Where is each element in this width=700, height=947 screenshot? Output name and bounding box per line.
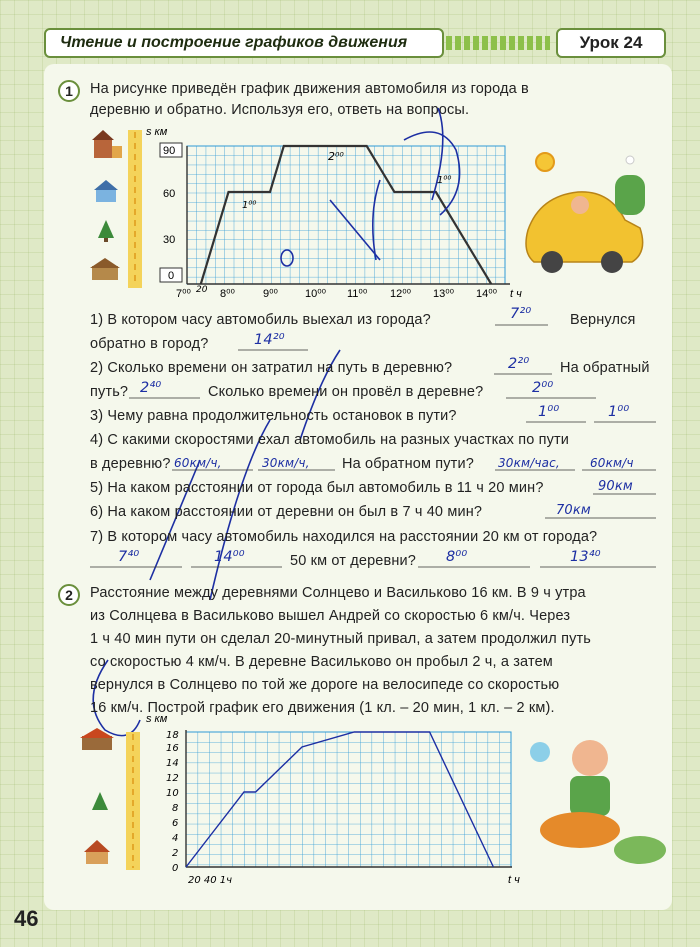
lesson-badge: Урок 24	[556, 28, 666, 58]
answer-4-speed4: 60км/ч	[590, 456, 634, 470]
answer-7-from-village2: 13⁴⁰	[570, 549, 601, 565]
answer-5: 90км	[598, 479, 633, 494]
q1-part2: Вернулся	[570, 312, 636, 328]
task-number-2: 2	[58, 584, 80, 606]
page-number: 46	[14, 906, 39, 931]
task1-x-tick-11: 11⁰⁰	[347, 288, 368, 300]
answer-3-stop2: 1⁰⁰	[608, 404, 630, 420]
task1-y-label: s км	[146, 126, 168, 138]
answer-2-back: 2⁴⁰	[140, 380, 162, 396]
sun-icon	[536, 153, 554, 171]
task2-y-tick-16: 16	[166, 743, 179, 754]
task2-line3: 1 ч 40 мин пути он сделал 20-минутный привал, а затем продолжил путь	[90, 631, 591, 647]
flowers-icon	[626, 156, 634, 164]
task2-y-tick-10: 10	[166, 788, 179, 799]
q5: 5) На каком расстоянии от города был автомобиль в 11 ч 20 мин?	[90, 480, 544, 496]
q7-part1: 7) В котором часу автомобиль находился на расстоянии 20 км от города?	[90, 529, 598, 545]
task1-x-tick-8: 8⁰⁰	[220, 288, 235, 300]
house-icon	[94, 180, 118, 202]
task1-y-ticks	[160, 143, 182, 282]
answer-1-departure: 7²⁰	[510, 306, 532, 322]
task2-y-tick-18: 18	[166, 730, 179, 741]
task1-intro-line2: деревню и обратно. Используя его, ответь на вопросы.	[90, 102, 470, 118]
answer-4-speed1: 60км/ч,	[174, 456, 222, 470]
page-title: Чтение и построение графиков движения	[44, 28, 444, 58]
task1-x-label: t ч	[510, 288, 522, 300]
q2-part2: На обратный	[560, 360, 650, 376]
task2-y-tick-14: 14	[166, 758, 179, 769]
q2-part1: 2) Сколько времени он затратил на путь в деревню?	[90, 360, 453, 376]
task1-x-tick-7: 7⁰⁰	[176, 288, 191, 300]
q2-part4: Сколько времени он провёл в деревне?	[208, 384, 484, 400]
q4-part2: в деревню?	[90, 456, 171, 472]
hand-mark-village-stay: 2⁰⁰	[328, 150, 344, 163]
task1-y-tick-30: 30	[163, 234, 176, 246]
task2-pictograms	[80, 728, 114, 864]
task2-line4: со скоростью 4 км/ч. В деревне Васильково он пробыл 2 ч, а затем	[90, 654, 553, 670]
hand-mark-first-stop: 1⁰⁰	[242, 200, 257, 211]
task2-y-tick-4: 4	[172, 833, 179, 844]
answer-2-stay: 2⁰⁰	[532, 380, 554, 396]
answer-1-return: 14²⁰	[254, 332, 285, 348]
task-number-1: 1	[58, 80, 80, 102]
task2-line5: вернулся в Солнцево по той же дороге на велосипеде со скоростью	[90, 677, 560, 693]
answer-7-to-city2: 14⁰⁰	[214, 549, 245, 565]
task2-y-tick-2: 2	[172, 848, 179, 859]
task2-y-tick-0: 0	[172, 863, 179, 874]
task2-y-tick-12: 12	[166, 773, 179, 784]
answer-7-from-village1: 8⁰⁰	[446, 549, 468, 565]
answer-7-to-city1: 7⁴⁰	[118, 549, 140, 565]
city-icon	[92, 130, 122, 158]
q1-part3: обратно в город?	[90, 336, 209, 352]
task2-x-hand-ticks: 20 40 1ч	[188, 875, 233, 886]
task1-x-tick-13: 13⁰⁰	[433, 288, 455, 300]
task2-line2: из Солнцева в Васильково вышел Андрей со скоростью 6 км/ч. Через	[90, 608, 571, 624]
task1-x-tick-10: 10⁰⁰	[305, 288, 327, 300]
car-illustration	[526, 175, 645, 273]
answer-2-to-village: 2²⁰	[508, 356, 530, 372]
village-icon	[90, 258, 120, 280]
task2-y-ticks	[166, 730, 179, 874]
task2-line1: Расстояние между деревнями Солнцево и Васильково 16 км. В 9 ч утра	[90, 585, 586, 601]
task1-y-tick-90: 90	[163, 145, 176, 157]
task1-y-tick-0: 0	[168, 270, 175, 282]
task2-x-label: t ч	[508, 874, 520, 886]
task2-y-tick-8: 8	[172, 803, 179, 814]
answer-3-stop1: 1⁰⁰	[538, 404, 560, 420]
task1-x-tick-9: 9⁰⁰	[263, 288, 278, 300]
q4-part3: На обратном пути?	[342, 456, 474, 472]
task1-x-tick-12: 12⁰⁰	[390, 288, 412, 300]
answer-4-speed2: 30км/ч,	[262, 456, 310, 470]
boy-with-cat-illustration	[530, 740, 666, 864]
task1-y-tick-60: 60	[163, 188, 176, 200]
task1-x-tick-14: 14⁰⁰	[476, 288, 498, 300]
q2-part3: путь?	[90, 384, 129, 400]
hand-mark-20: 20	[196, 285, 208, 295]
task1-grid	[187, 146, 505, 284]
task2-y-tick-6: 6	[172, 818, 179, 829]
q6: 6) На каком расстоянии от деревни он был в 7 ч 40 мин?	[90, 504, 483, 520]
answer-4-speed3: 30км/час,	[498, 456, 560, 470]
answer-6: 70км	[556, 503, 591, 518]
task2-line6: 16 км/ч. Построй график его движения (1 кл. – 20 мин, 1 кл. – 2 км).	[90, 700, 555, 716]
q1-part1: 1) В котором часу автомобиль выехал из города?	[90, 312, 431, 328]
task1-intro-line1: На рисунке приведён график движения автомобиля из города в	[90, 81, 529, 97]
tree-icon	[98, 220, 114, 242]
task2-y-label: s км	[146, 713, 168, 725]
q7-part2: 50 км от деревни?	[290, 553, 416, 569]
hand-mark-second-stop: 1⁰⁰	[437, 175, 452, 186]
q3: 3) Чему равна продолжительность остановок в пути?	[90, 408, 457, 424]
q4-part1: 4) С какими скоростями ехал автомобиль на разных участках по пути	[90, 432, 570, 448]
